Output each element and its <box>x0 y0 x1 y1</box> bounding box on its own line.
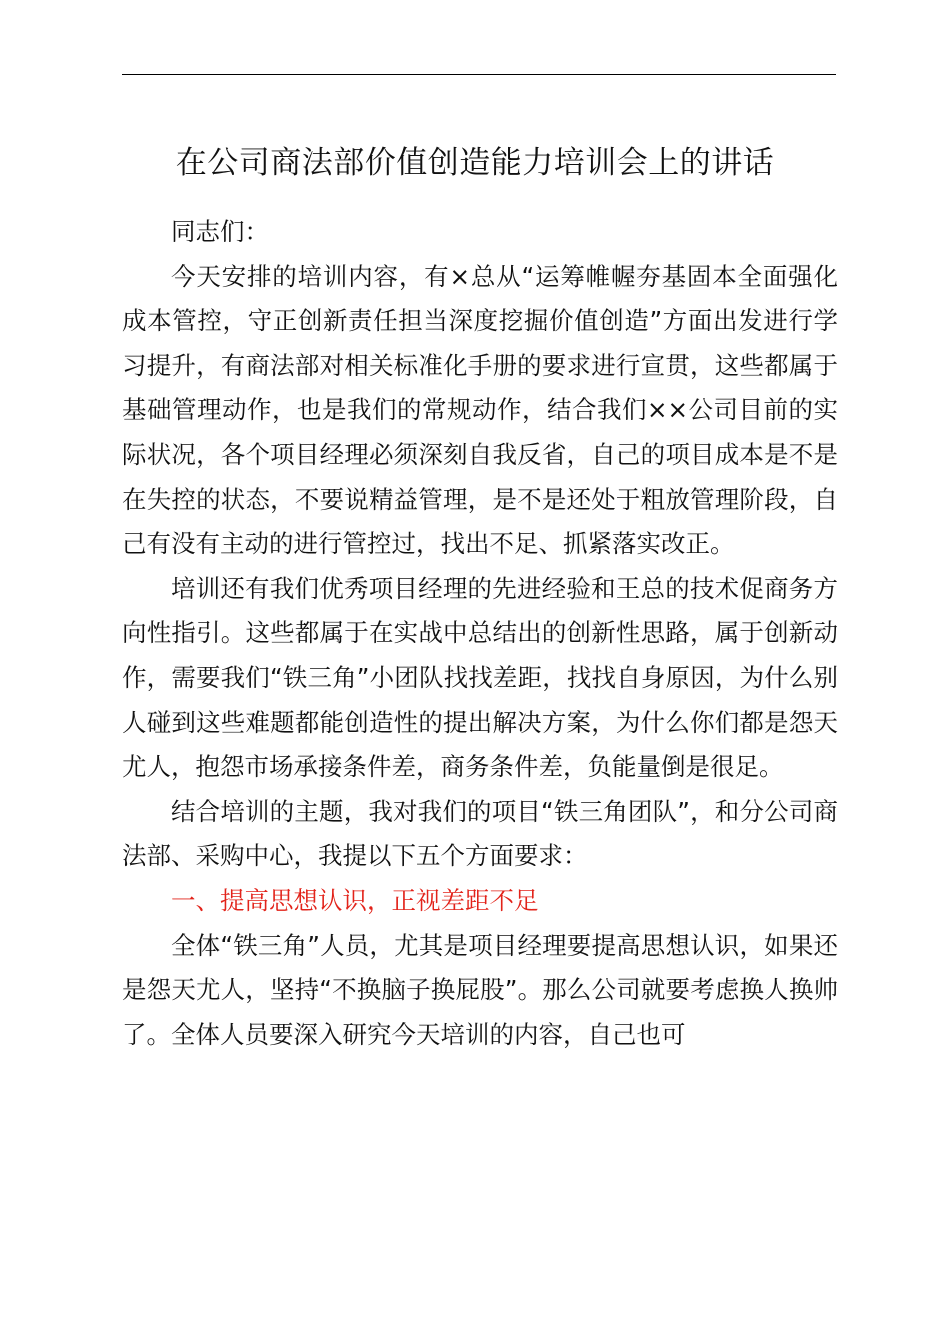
paragraph-1: 今天安排的培训内容，有×总从“运筹帷幄夯基固本全面强化成本管控，守正创新责任担当深度挖掘价值创造”方面出发进行学习提升，有商法部对相关标准化手册的要求进行宣贯，这些都属于基础管理动作，也是我们的常规动作，结合我们××公司目前的实际状况，各个项目经理必须深刻自我反省，自己的项目成本是不是在失控的状态，不要说精益管理，是不是还处于粗放管理阶段，自己有没有主动的进行管控过，找出不足、抓紧落实改正。 <box>122 261 838 559</box>
document-body <box>122 210 838 1057</box>
section-heading: 一、提高思想认识，正视差距不足 <box>171 885 539 915</box>
paragraph-3: 结合培训的主题，我对我们的项目“铁三角团队”，和分公司商法部、采购中心，我提以下五个方面要求： <box>122 796 838 871</box>
section-paragraph: 全体“铁三角”人员，尤其是项目经理要提高思想认识，如果还是怨天尤人，坚持“不换脑子换屁股”。那么公司就要考虑换人换帅了。全体人员要深入研究今天培训的内容，自己也可 <box>122 930 838 1049</box>
header-rule <box>122 74 836 75</box>
salutation: 同志们： <box>171 217 269 246</box>
document-title: 在公司商法部价值创造能力培训会上的讲话 <box>175 145 775 181</box>
paragraph-2: 培训还有我们优秀项目经理的先进经验和王总的技术促商务方向性指引。这些都属于在实战中总结出的创新性思路，属于创新动作，需要我们“铁三角”小团队找找差距，找找自身原因，为什么别人碰到这些难题都能创造性的提出解决方案，为什么你们都是怨天尤人，抱怨市场承接条件差，商务条件差，负能量倒是很足。 <box>122 573 838 782</box>
